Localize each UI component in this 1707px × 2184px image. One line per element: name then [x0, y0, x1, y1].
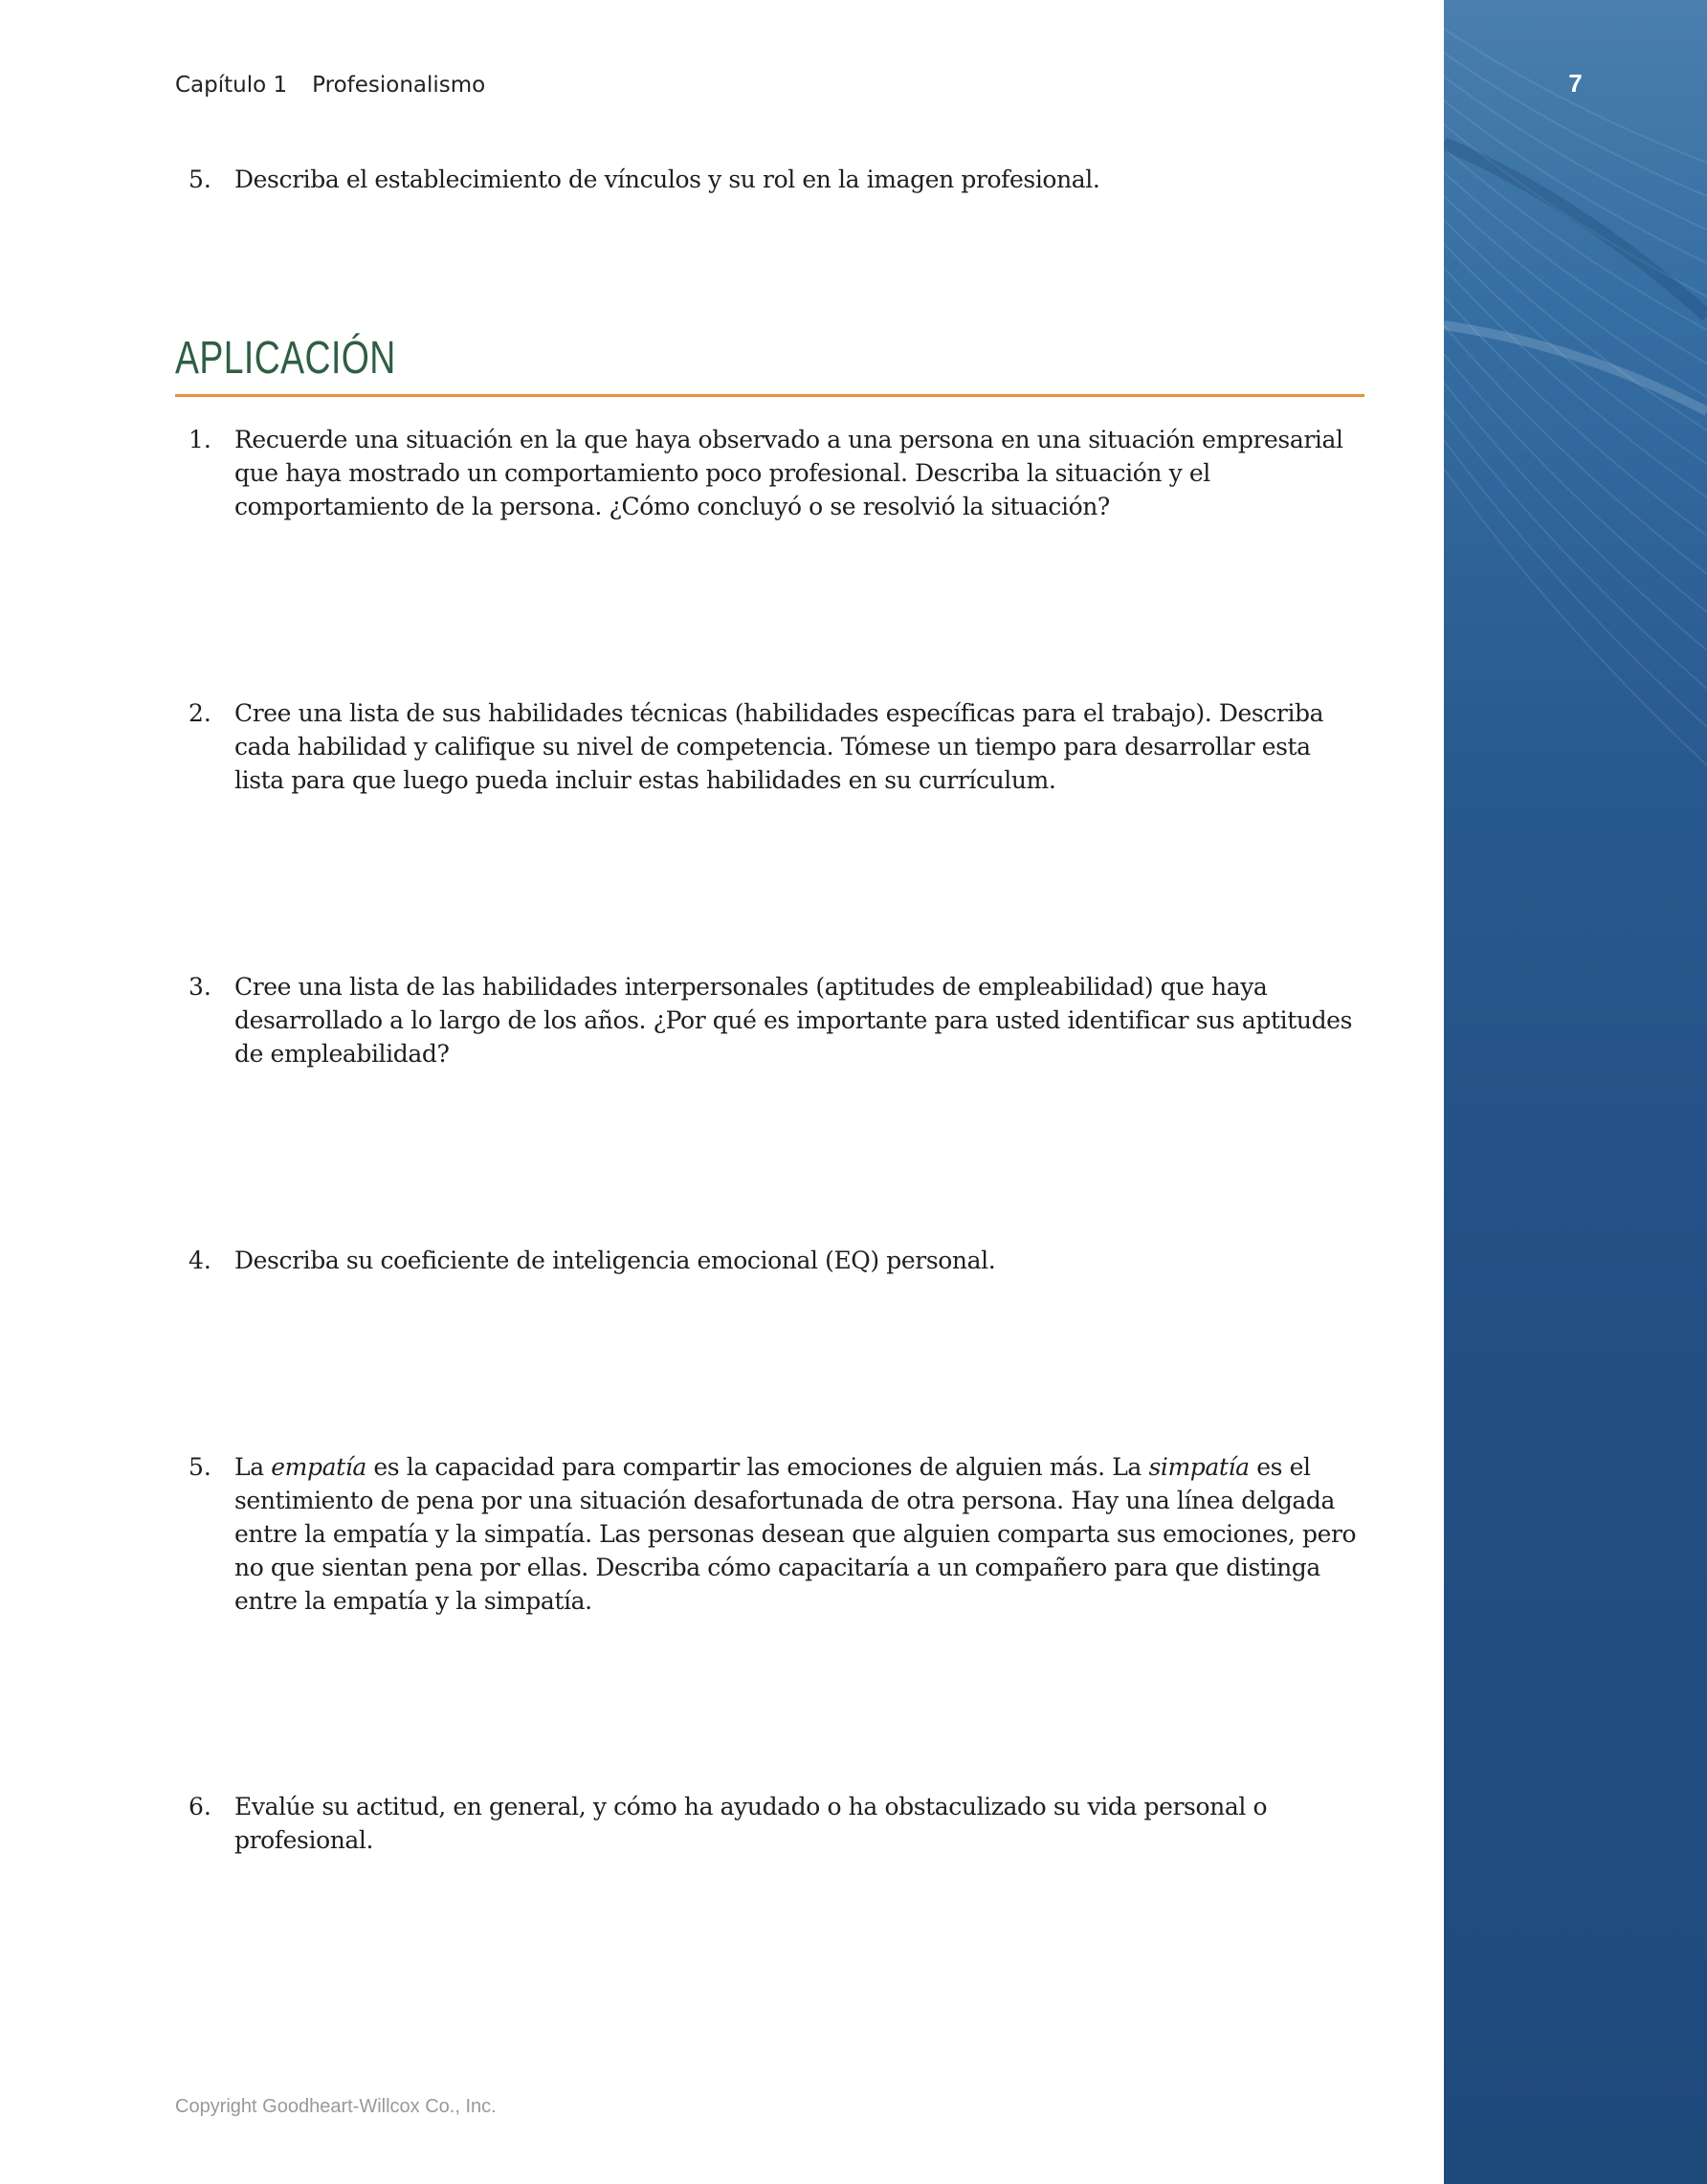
list-item	[188, 1450, 1365, 1618]
item-number: 2.	[188, 699, 211, 727]
item-text: Cree una lista de sus habilidades técnicas (habilidades específicas para el trabajo). Describa cada habilidad y califique su nivel de competencia. Tómese un tiempo para desarrollar esta lista para que luego pueda incluir estas habilidades en su currículum.	[234, 699, 1324, 794]
emphasis-term: empatía	[271, 1453, 366, 1481]
list-item	[188, 423, 1365, 523]
running-header	[175, 75, 485, 97]
item-number: 1.	[188, 426, 211, 453]
item-number: 6.	[188, 1793, 211, 1820]
chapter-label: Capítulo 1	[175, 73, 288, 98]
wave-lines-decoration	[1444, 0, 1707, 2184]
item-number: 4.	[188, 1246, 211, 1274]
list-item	[188, 1244, 1365, 1277]
item-text-part: La	[234, 1453, 272, 1481]
list-item	[188, 970, 1365, 1070]
page-number: 7	[1568, 69, 1583, 98]
chapter-title: Profesionalismo	[312, 73, 486, 98]
item-text	[234, 1450, 1365, 1618]
item-text-part: es la capacidad para compartir las emociones de alguien más. La	[366, 1453, 1149, 1481]
list-item	[188, 1790, 1365, 1857]
decorative-side-band	[1444, 0, 1707, 2184]
list-item	[188, 696, 1365, 797]
item-text: Evalúe su actitud, en general, y cómo ha ayudado o ha obstaculizado su vida personal o profesional.	[234, 1793, 1268, 1854]
item-number: 5.	[188, 165, 211, 193]
item-text: Describa el establecimiento de vínculos y su rol en la imagen profesional.	[234, 165, 1100, 193]
item-number: 3.	[188, 973, 211, 1001]
item-text: Cree una lista de las habilidades interpersonales (aptitudes de empleabilidad) que haya desarrollado a lo largo de los años. ¿Por qué es importante para usted identificar sus aptitudes de empleabilidad?	[234, 973, 1353, 1068]
item-number: 5.	[188, 1453, 211, 1481]
item-text: Recuerde una situación en la que haya observado a una persona en una situación empresarial que haya mostrado un comportamiento poco profesional. Describa la situación y el comportamiento de la persona. ¿Cómo concluyó o se resolvió la situación?	[234, 426, 1343, 520]
item-text-part: es el sentimiento de pena por una situación desafortunada de otra persona. Hay una línea delgada entre la empatía y la simpatía. Las personas desean que alguien comparta sus emociones, pero no que sientan pena por ellas. Describa cómo capacitaría a un compañero para que distinga entre la empatía y la simpatía.	[234, 1453, 1357, 1615]
section-title: APLICACIÓN	[175, 333, 396, 384]
copyright-notice: Copyright Goodheart-Willcox Co., Inc.	[175, 2096, 497, 2117]
item-text: Describa su coeficiente de inteligencia emocional (EQ) personal.	[234, 1246, 996, 1274]
emphasis-term: simpatía	[1148, 1453, 1250, 1481]
list-item	[188, 163, 1365, 196]
section-divider	[175, 394, 1364, 397]
